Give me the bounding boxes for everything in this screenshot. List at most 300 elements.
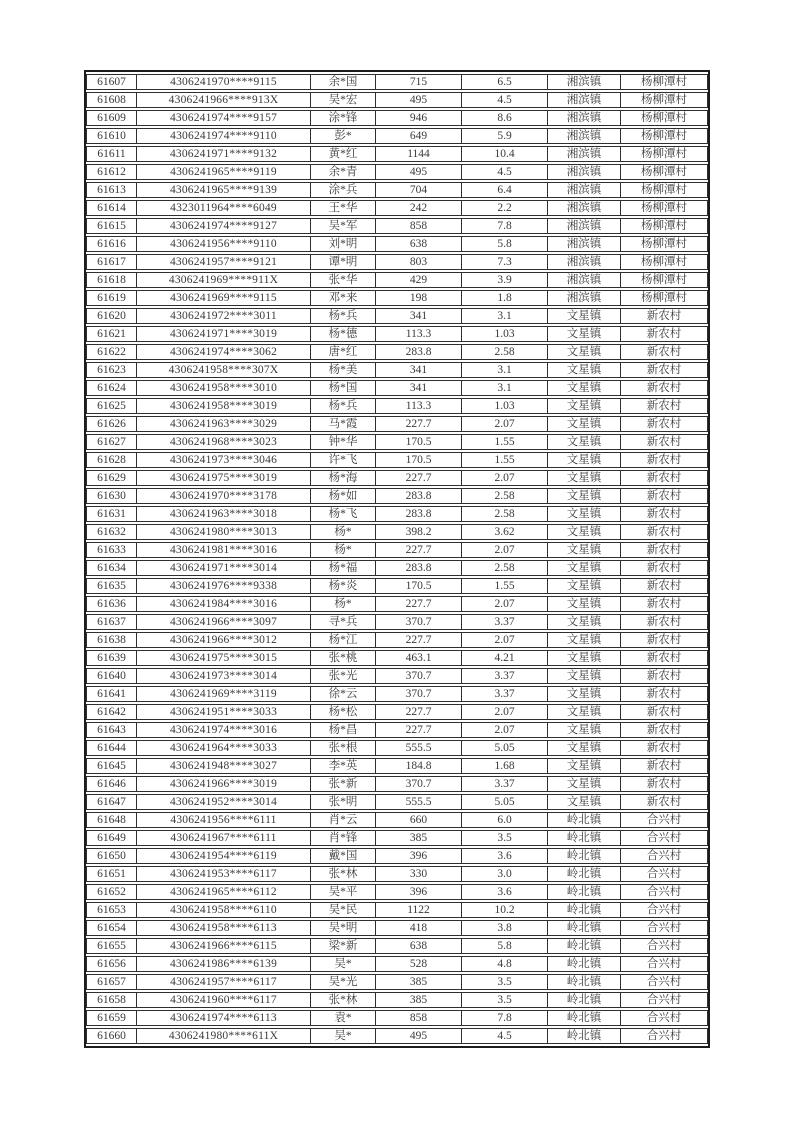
cell-amount: 495 bbox=[376, 1028, 462, 1044]
cell-amount: 227.7 bbox=[376, 632, 462, 648]
cell-town: 文星镇 bbox=[548, 470, 621, 486]
table-row bbox=[86, 344, 708, 360]
cell-name: 杨*松 bbox=[311, 704, 376, 720]
cell-village: 合兴村 bbox=[621, 938, 708, 954]
cell-id-number: 4306241986****6139 bbox=[137, 956, 311, 972]
cell-amount: 396 bbox=[376, 848, 462, 864]
cell-area: 3.37 bbox=[462, 614, 548, 630]
cell-amount: 227.7 bbox=[376, 722, 462, 738]
cell-seq: 61630 bbox=[86, 488, 137, 504]
cell-amount: 463.1 bbox=[376, 650, 462, 666]
table-row bbox=[86, 614, 708, 630]
table-row bbox=[86, 110, 708, 126]
cell-village: 新农村 bbox=[621, 380, 708, 396]
cell-village: 合兴村 bbox=[621, 866, 708, 882]
cell-seq: 61651 bbox=[86, 866, 137, 882]
cell-seq: 61614 bbox=[86, 200, 137, 216]
cell-amount: 283.8 bbox=[376, 344, 462, 360]
cell-seq: 61653 bbox=[86, 902, 137, 918]
cell-town: 岭北镇 bbox=[548, 938, 621, 954]
cell-seq: 61627 bbox=[86, 434, 137, 450]
cell-name: 彭* bbox=[311, 128, 376, 144]
cell-village: 新农村 bbox=[621, 776, 708, 792]
cell-name: 王*华 bbox=[311, 200, 376, 216]
cell-seq: 61650 bbox=[86, 848, 137, 864]
cell-id-number: 4306241948****3027 bbox=[137, 758, 311, 774]
cell-area: 4.8 bbox=[462, 956, 548, 972]
cell-name: 余*青 bbox=[311, 164, 376, 180]
table-row bbox=[86, 956, 708, 972]
cell-town: 文星镇 bbox=[548, 650, 621, 666]
cell-village: 新农村 bbox=[621, 794, 708, 810]
cell-amount: 385 bbox=[376, 830, 462, 846]
cell-town: 文星镇 bbox=[548, 794, 621, 810]
cell-village: 新农村 bbox=[621, 578, 708, 594]
cell-id-number: 4306241974****3062 bbox=[137, 344, 311, 360]
cell-id-number: 4306241954****6119 bbox=[137, 848, 311, 864]
cell-village: 新农村 bbox=[621, 308, 708, 324]
cell-id-number: 4306241966****3012 bbox=[137, 632, 311, 648]
cell-name: 杨* bbox=[311, 524, 376, 540]
cell-town: 湘滨镇 bbox=[548, 254, 621, 270]
table-row bbox=[86, 974, 708, 990]
cell-town: 岭北镇 bbox=[548, 848, 621, 864]
cell-name: 许*飞 bbox=[311, 452, 376, 468]
cell-town: 文星镇 bbox=[548, 524, 621, 540]
cell-id-number: 4306241969****9115 bbox=[137, 290, 311, 306]
cell-name: 吴*宏 bbox=[311, 92, 376, 108]
cell-amount: 184.8 bbox=[376, 758, 462, 774]
cell-id-number: 4306241960****6117 bbox=[137, 992, 311, 1008]
cell-seq: 61635 bbox=[86, 578, 137, 594]
table-row bbox=[86, 524, 708, 540]
cell-name: 杨*昌 bbox=[311, 722, 376, 738]
cell-name: 张*明 bbox=[311, 794, 376, 810]
cell-name: 张*华 bbox=[311, 272, 376, 288]
table-row bbox=[86, 488, 708, 504]
cell-id-number: 4306241974****9110 bbox=[137, 128, 311, 144]
table-row bbox=[86, 164, 708, 180]
cell-area: 1.68 bbox=[462, 758, 548, 774]
cell-id-number: 4306241971****9132 bbox=[137, 146, 311, 162]
table-row bbox=[86, 272, 708, 288]
table-row bbox=[86, 254, 708, 270]
cell-area: 8.6 bbox=[462, 110, 548, 126]
cell-name: 肖*锋 bbox=[311, 830, 376, 846]
cell-town: 岭北镇 bbox=[548, 866, 621, 882]
cell-area: 7.8 bbox=[462, 218, 548, 234]
cell-amount: 283.8 bbox=[376, 488, 462, 504]
cell-town: 文星镇 bbox=[548, 722, 621, 738]
cell-village: 合兴村 bbox=[621, 974, 708, 990]
cell-seq: 61658 bbox=[86, 992, 137, 1008]
cell-amount: 495 bbox=[376, 92, 462, 108]
cell-name: 杨*兵 bbox=[311, 398, 376, 414]
cell-town: 湘滨镇 bbox=[548, 290, 621, 306]
cell-seq: 61619 bbox=[86, 290, 137, 306]
cell-id-number: 4306241974****3016 bbox=[137, 722, 311, 738]
table-row bbox=[86, 1010, 708, 1026]
cell-name: 杨*兵 bbox=[311, 308, 376, 324]
cell-seq: 61607 bbox=[86, 74, 137, 90]
cell-name: 袁* bbox=[311, 1010, 376, 1026]
cell-seq: 61655 bbox=[86, 938, 137, 954]
cell-amount: 283.8 bbox=[376, 506, 462, 522]
cell-village: 杨柳潭村 bbox=[621, 146, 708, 162]
cell-id-number: 4306241973****3046 bbox=[137, 452, 311, 468]
cell-area: 10.4 bbox=[462, 146, 548, 162]
table-row bbox=[86, 146, 708, 162]
cell-town: 文星镇 bbox=[548, 452, 621, 468]
cell-amount: 385 bbox=[376, 974, 462, 990]
cell-area: 2.07 bbox=[462, 722, 548, 738]
cell-town: 湘滨镇 bbox=[548, 236, 621, 252]
cell-area: 7.3 bbox=[462, 254, 548, 270]
cell-town: 湘滨镇 bbox=[548, 200, 621, 216]
table-row bbox=[86, 596, 708, 612]
cell-amount: 660 bbox=[376, 812, 462, 828]
table-row bbox=[86, 74, 708, 90]
cell-amount: 341 bbox=[376, 308, 462, 324]
cell-seq: 61608 bbox=[86, 92, 137, 108]
beneficiary-table bbox=[84, 70, 710, 1048]
cell-amount: 227.7 bbox=[376, 704, 462, 720]
cell-id-number: 4306241958****6110 bbox=[137, 902, 311, 918]
cell-village: 合兴村 bbox=[621, 992, 708, 1008]
cell-seq: 61648 bbox=[86, 812, 137, 828]
cell-amount: 170.5 bbox=[376, 434, 462, 450]
cell-name: 梁*新 bbox=[311, 938, 376, 954]
cell-seq: 61622 bbox=[86, 344, 137, 360]
cell-town: 文星镇 bbox=[548, 686, 621, 702]
cell-seq: 61636 bbox=[86, 596, 137, 612]
table-row bbox=[86, 884, 708, 900]
cell-name: 杨*海 bbox=[311, 470, 376, 486]
cell-area: 3.9 bbox=[462, 272, 548, 288]
cell-id-number: 4306241958****6113 bbox=[137, 920, 311, 936]
cell-village: 新农村 bbox=[621, 344, 708, 360]
cell-village: 新农村 bbox=[621, 632, 708, 648]
cell-name: 杨* bbox=[311, 596, 376, 612]
cell-amount: 283.8 bbox=[376, 560, 462, 576]
cell-town: 文星镇 bbox=[548, 632, 621, 648]
cell-name: 涂*兵 bbox=[311, 182, 376, 198]
cell-village: 新农村 bbox=[621, 542, 708, 558]
cell-town: 湘滨镇 bbox=[548, 110, 621, 126]
cell-name: 杨*如 bbox=[311, 488, 376, 504]
cell-area: 5.05 bbox=[462, 740, 548, 756]
cell-village: 合兴村 bbox=[621, 920, 708, 936]
table-row bbox=[86, 578, 708, 594]
cell-area: 3.5 bbox=[462, 830, 548, 846]
cell-town: 岭北镇 bbox=[548, 1010, 621, 1026]
cell-amount: 227.7 bbox=[376, 542, 462, 558]
cell-area: 1.03 bbox=[462, 326, 548, 342]
cell-seq: 61618 bbox=[86, 272, 137, 288]
cell-town: 湘滨镇 bbox=[548, 128, 621, 144]
cell-area: 3.8 bbox=[462, 920, 548, 936]
cell-name: 杨* bbox=[311, 542, 376, 558]
cell-town: 岭北镇 bbox=[548, 902, 621, 918]
cell-name: 吴*平 bbox=[311, 884, 376, 900]
cell-amount: 370.7 bbox=[376, 614, 462, 630]
cell-amount: 946 bbox=[376, 110, 462, 126]
cell-name: 杨*美 bbox=[311, 362, 376, 378]
cell-amount: 198 bbox=[376, 290, 462, 306]
cell-area: 2.07 bbox=[462, 470, 548, 486]
cell-id-number: 4306241974****9127 bbox=[137, 218, 311, 234]
cell-town: 岭北镇 bbox=[548, 812, 621, 828]
cell-name: 吴*光 bbox=[311, 974, 376, 990]
table-row bbox=[86, 182, 708, 198]
cell-seq: 61639 bbox=[86, 650, 137, 666]
table-row bbox=[86, 632, 708, 648]
cell-area: 2.58 bbox=[462, 488, 548, 504]
cell-seq: 61615 bbox=[86, 218, 137, 234]
cell-seq: 61638 bbox=[86, 632, 137, 648]
cell-id-number: 4306241952****3014 bbox=[137, 794, 311, 810]
cell-village: 新农村 bbox=[621, 470, 708, 486]
cell-town: 岭北镇 bbox=[548, 974, 621, 990]
cell-name: 杨*江 bbox=[311, 632, 376, 648]
cell-village: 新农村 bbox=[621, 326, 708, 342]
cell-village: 新农村 bbox=[621, 614, 708, 630]
cell-town: 文星镇 bbox=[548, 380, 621, 396]
cell-id-number: 4306241972****3011 bbox=[137, 308, 311, 324]
cell-id-number: 4306241984****3016 bbox=[137, 596, 311, 612]
cell-name: 谭*明 bbox=[311, 254, 376, 270]
cell-id-number: 4306241976****9338 bbox=[137, 578, 311, 594]
cell-area: 4.5 bbox=[462, 92, 548, 108]
table-row bbox=[86, 650, 708, 666]
cell-village: 合兴村 bbox=[621, 848, 708, 864]
cell-area: 2.58 bbox=[462, 560, 548, 576]
cell-name: 余*国 bbox=[311, 74, 376, 90]
cell-town: 文星镇 bbox=[548, 668, 621, 684]
cell-id-number: 4306241980****3013 bbox=[137, 524, 311, 540]
cell-village: 新农村 bbox=[621, 722, 708, 738]
table-row bbox=[86, 866, 708, 882]
table-row bbox=[86, 704, 708, 720]
cell-area: 5.9 bbox=[462, 128, 548, 144]
cell-area: 1.03 bbox=[462, 398, 548, 414]
cell-area: 4.21 bbox=[462, 650, 548, 666]
cell-town: 湘滨镇 bbox=[548, 218, 621, 234]
table-row bbox=[86, 902, 708, 918]
cell-seq: 61617 bbox=[86, 254, 137, 270]
cell-id-number: 4306241980****611X bbox=[137, 1028, 311, 1044]
cell-area: 2.07 bbox=[462, 542, 548, 558]
cell-id-number: 4306241958****3019 bbox=[137, 398, 311, 414]
cell-id-number: 4306241970****3178 bbox=[137, 488, 311, 504]
table-row bbox=[86, 434, 708, 450]
cell-area: 3.1 bbox=[462, 308, 548, 324]
cell-town: 文星镇 bbox=[548, 344, 621, 360]
cell-seq: 61621 bbox=[86, 326, 137, 342]
cell-amount: 170.5 bbox=[376, 578, 462, 594]
cell-town: 岭北镇 bbox=[548, 1028, 621, 1044]
cell-amount: 555.5 bbox=[376, 740, 462, 756]
table-row bbox=[86, 938, 708, 954]
table-row bbox=[86, 326, 708, 342]
cell-seq: 61660 bbox=[86, 1028, 137, 1044]
cell-seq: 61632 bbox=[86, 524, 137, 540]
cell-id-number: 4306241973****3014 bbox=[137, 668, 311, 684]
cell-village: 新农村 bbox=[621, 362, 708, 378]
cell-seq: 61629 bbox=[86, 470, 137, 486]
cell-name: 寻*兵 bbox=[311, 614, 376, 630]
cell-name: 徐*云 bbox=[311, 686, 376, 702]
cell-town: 文星镇 bbox=[548, 398, 621, 414]
cell-id-number: 4306241968****3023 bbox=[137, 434, 311, 450]
cell-amount: 715 bbox=[376, 74, 462, 90]
cell-id-number: 4306241957****6117 bbox=[137, 974, 311, 990]
cell-village: 杨柳潭村 bbox=[621, 92, 708, 108]
cell-seq: 61612 bbox=[86, 164, 137, 180]
cell-area: 1.55 bbox=[462, 434, 548, 450]
cell-seq: 61609 bbox=[86, 110, 137, 126]
cell-village: 新农村 bbox=[621, 686, 708, 702]
cell-amount: 370.7 bbox=[376, 668, 462, 684]
cell-amount: 858 bbox=[376, 218, 462, 234]
cell-amount: 649 bbox=[376, 128, 462, 144]
cell-area: 1.55 bbox=[462, 452, 548, 468]
cell-area: 3.1 bbox=[462, 380, 548, 396]
cell-village: 杨柳潭村 bbox=[621, 290, 708, 306]
cell-area: 3.1 bbox=[462, 362, 548, 378]
cell-area: 3.62 bbox=[462, 524, 548, 540]
cell-village: 新农村 bbox=[621, 758, 708, 774]
cell-town: 文星镇 bbox=[548, 542, 621, 558]
cell-village: 合兴村 bbox=[621, 830, 708, 846]
cell-name: 邓*来 bbox=[311, 290, 376, 306]
cell-seq: 61642 bbox=[86, 704, 137, 720]
cell-seq: 61610 bbox=[86, 128, 137, 144]
table-row bbox=[86, 362, 708, 378]
cell-seq: 61652 bbox=[86, 884, 137, 900]
cell-id-number: 4306241971****3014 bbox=[137, 560, 311, 576]
cell-seq: 61623 bbox=[86, 362, 137, 378]
cell-amount: 341 bbox=[376, 380, 462, 396]
cell-village: 新农村 bbox=[621, 506, 708, 522]
cell-id-number: 4306241956****6111 bbox=[137, 812, 311, 828]
cell-name: 张*桃 bbox=[311, 650, 376, 666]
cell-seq: 61624 bbox=[86, 380, 137, 396]
cell-amount: 113.3 bbox=[376, 398, 462, 414]
table-row bbox=[86, 830, 708, 846]
table-row bbox=[86, 236, 708, 252]
cell-amount: 528 bbox=[376, 956, 462, 972]
cell-village: 新农村 bbox=[621, 524, 708, 540]
cell-seq: 61620 bbox=[86, 308, 137, 324]
cell-amount: 370.7 bbox=[376, 686, 462, 702]
cell-village: 合兴村 bbox=[621, 884, 708, 900]
cell-town: 岭北镇 bbox=[548, 920, 621, 936]
cell-town: 文星镇 bbox=[548, 740, 621, 756]
table-row bbox=[86, 560, 708, 576]
cell-town: 文星镇 bbox=[548, 614, 621, 630]
cell-area: 3.5 bbox=[462, 992, 548, 1008]
cell-village: 新农村 bbox=[621, 434, 708, 450]
table-row bbox=[86, 200, 708, 216]
cell-amount: 858 bbox=[376, 1010, 462, 1026]
cell-id-number: 4306241964****3033 bbox=[137, 740, 311, 756]
cell-id-number: 4306241965****6112 bbox=[137, 884, 311, 900]
cell-seq: 61631 bbox=[86, 506, 137, 522]
cell-name: 杨*炎 bbox=[311, 578, 376, 594]
cell-seq: 61645 bbox=[86, 758, 137, 774]
cell-id-number: 4306241970****9115 bbox=[137, 74, 311, 90]
cell-area: 3.37 bbox=[462, 776, 548, 792]
cell-village: 杨柳潭村 bbox=[621, 110, 708, 126]
cell-village: 新农村 bbox=[621, 596, 708, 612]
cell-seq: 61647 bbox=[86, 794, 137, 810]
cell-area: 7.8 bbox=[462, 1010, 548, 1026]
cell-village: 合兴村 bbox=[621, 1010, 708, 1026]
cell-name: 张*新 bbox=[311, 776, 376, 792]
cell-name: 戴*国 bbox=[311, 848, 376, 864]
cell-seq: 61613 bbox=[86, 182, 137, 198]
table-row bbox=[86, 776, 708, 792]
cell-seq: 61643 bbox=[86, 722, 137, 738]
cell-area: 2.07 bbox=[462, 632, 548, 648]
cell-village: 杨柳潭村 bbox=[621, 74, 708, 90]
cell-name: 张*林 bbox=[311, 992, 376, 1008]
cell-town: 湘滨镇 bbox=[548, 92, 621, 108]
cell-village: 新农村 bbox=[621, 704, 708, 720]
cell-town: 岭北镇 bbox=[548, 956, 621, 972]
cell-name: 吴* bbox=[311, 956, 376, 972]
cell-amount: 227.7 bbox=[376, 596, 462, 612]
cell-town: 文星镇 bbox=[548, 560, 621, 576]
cell-amount: 495 bbox=[376, 164, 462, 180]
cell-area: 2.07 bbox=[462, 704, 548, 720]
table-row bbox=[86, 1028, 708, 1044]
cell-seq: 61659 bbox=[86, 1010, 137, 1026]
cell-id-number: 4306241969****911X bbox=[137, 272, 311, 288]
cell-village: 新农村 bbox=[621, 668, 708, 684]
cell-name: 杨*福 bbox=[311, 560, 376, 576]
cell-amount: 385 bbox=[376, 992, 462, 1008]
cell-area: 1.8 bbox=[462, 290, 548, 306]
cell-town: 文星镇 bbox=[548, 362, 621, 378]
cell-id-number: 4306241966****6115 bbox=[137, 938, 311, 954]
cell-name: 涂*锋 bbox=[311, 110, 376, 126]
table-row bbox=[86, 92, 708, 108]
cell-town: 岭北镇 bbox=[548, 830, 621, 846]
cell-amount: 555.5 bbox=[376, 794, 462, 810]
cell-area: 2.58 bbox=[462, 344, 548, 360]
cell-area: 5.05 bbox=[462, 794, 548, 810]
cell-id-number: 4306241965****9119 bbox=[137, 164, 311, 180]
cell-id-number: 4306241958****307X bbox=[137, 362, 311, 378]
cell-seq: 61633 bbox=[86, 542, 137, 558]
cell-amount: 638 bbox=[376, 236, 462, 252]
cell-name: 吴*民 bbox=[311, 902, 376, 918]
cell-seq: 61640 bbox=[86, 668, 137, 684]
cell-id-number: 4306241957****9121 bbox=[137, 254, 311, 270]
cell-seq: 61611 bbox=[86, 146, 137, 162]
table-row bbox=[86, 470, 708, 486]
cell-name: 杨*飞 bbox=[311, 506, 376, 522]
cell-village: 新农村 bbox=[621, 416, 708, 432]
cell-name: 肖*云 bbox=[311, 812, 376, 828]
cell-name: 黄*红 bbox=[311, 146, 376, 162]
table-row bbox=[86, 686, 708, 702]
cell-village: 杨柳潭村 bbox=[621, 254, 708, 270]
cell-amount: 227.7 bbox=[376, 416, 462, 432]
cell-town: 文星镇 bbox=[548, 776, 621, 792]
